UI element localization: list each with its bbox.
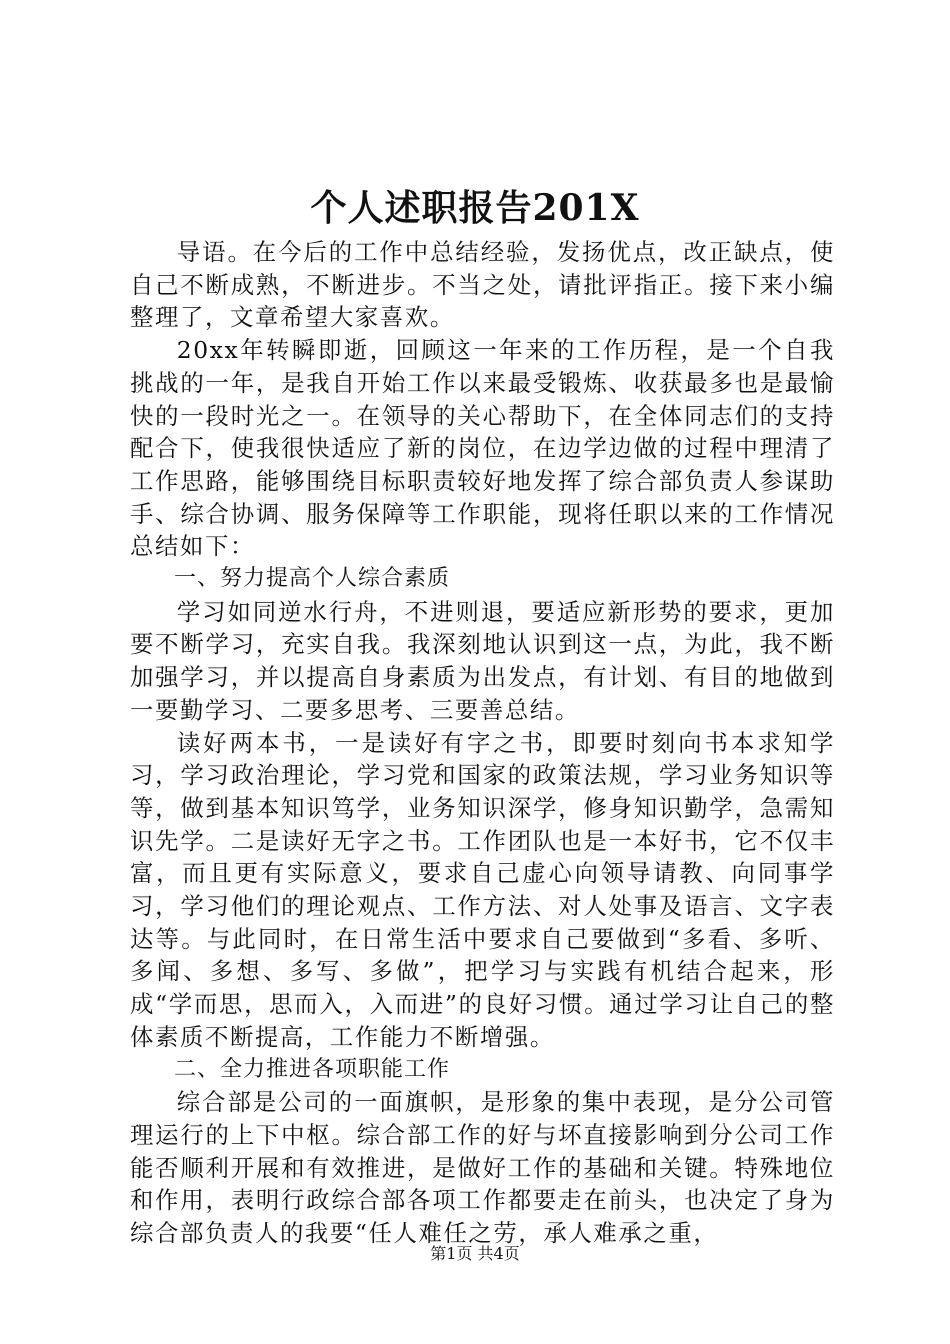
- section-heading-1: 一、努力提高个人综合素质: [174, 566, 451, 592]
- paragraph-study: 学习如同逆水行舟，不进则退，要适应新形势的要求，更加要不断学习，充实自我。我深刻地认识到这一点，为此，我不断加强学习，并以提高自身素质为出发点，有计划、有目的地做到一要勤学习、二要多思考、三要善总结。: [130, 597, 835, 724]
- section-heading-2: 二、全力推进各项职能工作: [174, 1056, 451, 1082]
- paragraph-intro: 导语。在今后的工作中总结经验，发扬优点，改正缺点，使自己不断成熟，不断进步。不当之处，请批评指正。接下来小编整理了，文章希望大家喜欢。: [130, 238, 835, 332]
- paragraph-two-books: 读好两本书，一是读好有字之书，即要时刻向书本求知学习，学习政治理论，学习党和国家的政策法规，学习业务知识等等，做到基本知识笃学，业务知识深学，修身知识勤学，急需知识先学。二是读好无字之书。工作团队也是一本好书，它不仅丰富，而且更有实际意义，要求自己虚心向领导请教、向同事学习，学习他们的理论观点、工作方法、对人处事及语言、文字表达等。与此同时，在日常生活中要求自己要做到“多看、多听、多闻、多想、多写、多做”，把学习与实践有机结合起来，形成“学而思，思而入，入而进”的良好习惯。通过学习让自己的整体素质不断提高，工作能力不断增强。: [130, 728, 835, 1051]
- paragraph-overview: 20xx年转瞬即逝，回顾这一年来的工作历程，是一个自我挑战的一年，是我自开始工作以来最受锻炼、收获最多也是最愉快的一段时光之一。在领导的关心帮助下，在全体同志们的支持配合下，使我很快适应了新的岗位，在边学边做的过程中理清了工作思路，能够围绕目标职责较好地发挥了综合部负责人参谋助手、综合协调、服务保障等工作职能，现将任职以来的工作情况总结如下：: [130, 336, 835, 561]
- document-title: 个人述职报告201X: [310, 187, 640, 229]
- paragraph-department: 综合部是公司的一面旗帜，是形象的集中表现，是分公司管理运行的上下中枢。综合部工作的好与坏直接影响到分公司工作能否顺利开展和有效推进，是做好工作的基础和关键。特殊地位和作用，表明行政综合部各项工作都要走在前头，也决定了身为综合部负责人的我要“任人难任之劳，承人难承之重，: [130, 1088, 835, 1248]
- document-body: [130, 236, 835, 1250]
- page-footer: 第1页 共4页: [430, 1244, 520, 1263]
